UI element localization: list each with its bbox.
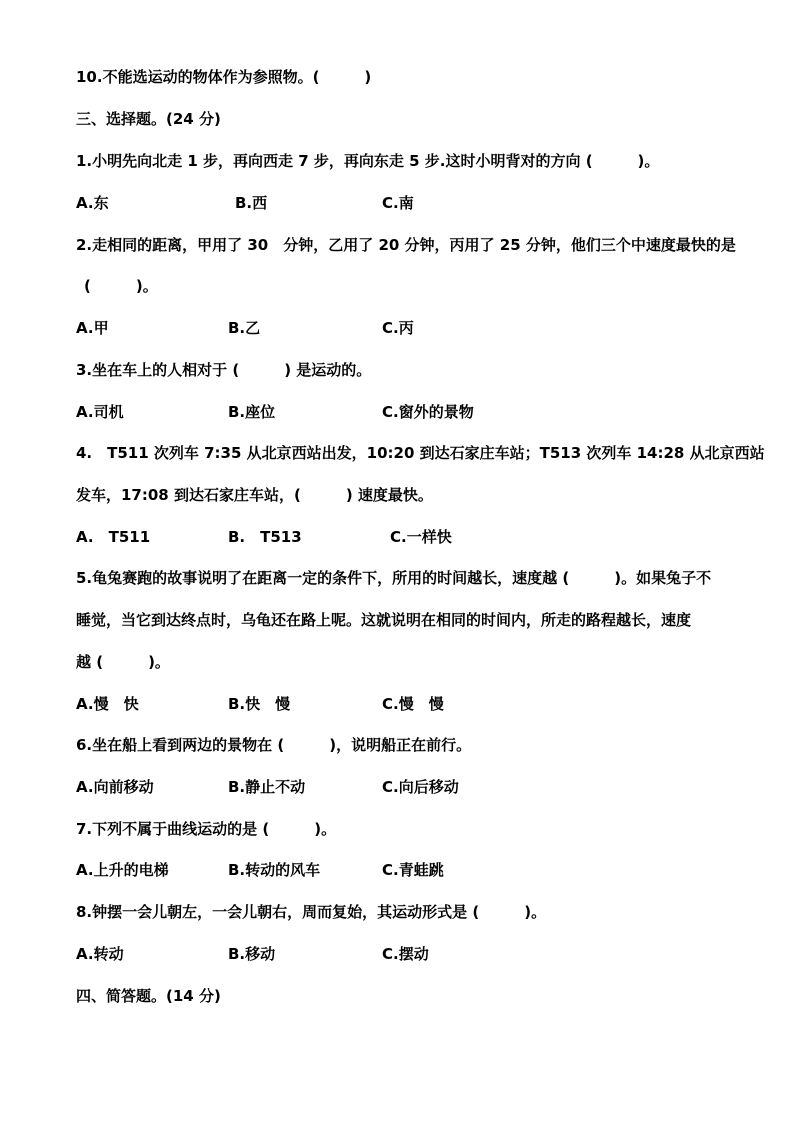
q2-option-c: C.丙 bbox=[382, 319, 414, 337]
q8-option-a: A.转动 bbox=[76, 945, 124, 963]
section-3-heading: 三、选择题。(24 分) bbox=[76, 110, 221, 128]
q1-option-b: B.西 bbox=[235, 194, 268, 212]
q1-option-a: A.东 bbox=[76, 194, 109, 212]
question-7: 7.下列不属于曲线运动的是 ( )。 bbox=[76, 820, 337, 838]
q4-option-a: A. T511 bbox=[76, 528, 151, 546]
q8-option-c: C.摆动 bbox=[382, 945, 429, 963]
q3-option-a: A.司机 bbox=[76, 403, 124, 421]
q6-option-b: B.静止不动 bbox=[228, 778, 306, 796]
question-1: 1.小明先向北走 1 步，再向西走 7 步，再向东走 5 步.这时小明背对的方向 ( )。 bbox=[76, 152, 660, 170]
question-4-line-2: 发车，17:08 到达石家庄车站，( ) 速度最快。 bbox=[76, 486, 433, 504]
q1-option-c: C.南 bbox=[382, 194, 414, 212]
question-5-line-2: 睡觉，当它到达终点时，乌龟还在路上呢。这就说明在相同的时间内，所走的路程越长，速度 bbox=[76, 611, 692, 629]
q6-option-c: C.向后移动 bbox=[382, 778, 459, 796]
q2-option-a: A.甲 bbox=[76, 319, 109, 337]
q5-option-a: A.慢 快 bbox=[76, 695, 139, 713]
question-2-line-1: 2.走相同的距离，甲用了 30 分钟，乙用了 20 分钟，丙用了 25 分钟，他们三个中速度最快的是 bbox=[76, 236, 736, 254]
q6-option-a: A.向前移动 bbox=[76, 778, 154, 796]
question-4-line-1: 4. T511 次列车 7:35 从北京西站出发，10:20 到达石家庄车站；T513 次列车 14:28 从北京西站 bbox=[76, 444, 765, 462]
q2-option-b: B.乙 bbox=[228, 319, 261, 337]
q7-option-a: A.上升的电梯 bbox=[76, 861, 169, 879]
section-4-heading: 四、简答题。(14 分) bbox=[76, 987, 221, 1005]
q5-option-b: B.快 慢 bbox=[228, 695, 291, 713]
question-8: 8.钟摆一会儿朝左，一会儿朝右，周而复始，其运动形式是 ( )。 bbox=[76, 903, 547, 921]
question-5-line-3: 越 ( )。 bbox=[76, 653, 170, 671]
q3-option-b: B.座位 bbox=[228, 403, 276, 421]
question-6: 6.坐在船上看到两边的景物在 ( )，说明船正在前行。 bbox=[76, 736, 472, 754]
question-2-line-2: ( )。 bbox=[84, 277, 158, 295]
q8-option-b: B.移动 bbox=[228, 945, 276, 963]
q7-option-b: B.转动的风车 bbox=[228, 861, 321, 879]
question-5-line-1: 5.龟兔赛跑的故事说明了在距离一定的条件下，所用的时间越长，速度越 ( )。如果兔子不 bbox=[76, 569, 712, 587]
q3-option-c: C.窗外的景物 bbox=[382, 403, 474, 421]
q7-option-c: C.青蛙跳 bbox=[382, 861, 444, 879]
q4-option-b: B. T513 bbox=[228, 528, 302, 546]
question-10: 10.不能选运动的物体作为参照物。( ) bbox=[76, 68, 372, 86]
q5-option-c: C.慢 慢 bbox=[382, 695, 444, 713]
q4-option-c: C.一样快 bbox=[390, 528, 452, 546]
question-3: 3.坐在车上的人相对于 ( ) 是运动的。 bbox=[76, 361, 372, 379]
